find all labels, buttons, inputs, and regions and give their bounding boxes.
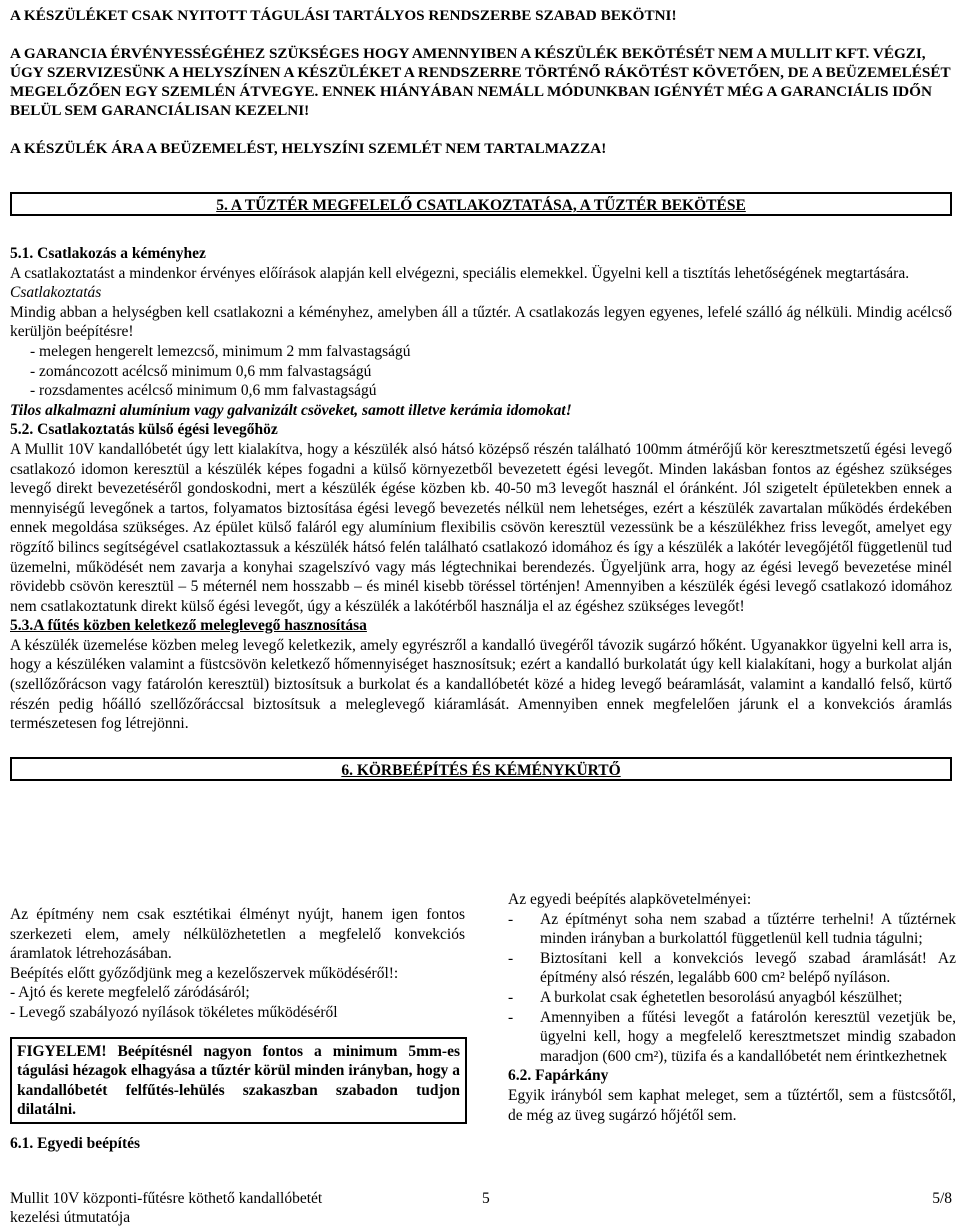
footer-page-number: 5: [482, 1190, 490, 1207]
csatlakoztatas-subheading: Csatlakoztatás: [10, 284, 102, 302]
requirement-item: - A burkolat csak éghetetlen besorolású anyagból készülhet;: [508, 988, 903, 1006]
footer-page-count: 5/8: [932, 1190, 952, 1207]
section-5-heading: [10, 192, 952, 216]
check-list-item: - Levegő szabályozó nyílások tökéletes működéséről: [10, 1003, 338, 1021]
subsection-5-1-title: 5.1. Csatlakozás a kéményhez: [10, 245, 206, 262]
footer-document-name: Mullit 10V központi-fűtésre köthető kandallóbetét: [10, 1190, 323, 1207]
pipe-list-item: - rozsdamentes acélcső minimum 0,6 mm falvastagságú: [30, 382, 377, 400]
warning-price: A KÉSZÜLÉK ÁRA A BEÜZEMELÉST, HELYSZÍNI SZEMLÉT NEM TARTALMAZZA!: [10, 140, 607, 157]
section-6-heading: [10, 757, 952, 781]
subsection-6-1-title: 6.1. Egyedi beépítés: [10, 1134, 141, 1152]
section-6-right-column: [508, 890, 956, 1125]
subsection-5-2-paragraph: A Mullit 10V kandallóbetét úgy lett kialakítva, hogy a készülék alsó hátsó középső részén található 100mm átmérőjű kör keresztmetszetű égési levegő csatlakozó idomon keresztül a készülék képes fogadni a külső környezetből bevezetett égési levegőt. Minden lakásban fontos az égéshez szükséges levegő direkt bevezetéséről gondoskodni, mert a készülék égése közben kb. 40-50 m3 levegőt használ el óránként. Jól szigetelt épületekben ennek a mennyiségű levegőnek a tartos, folyamatos biztosítása égési levegő bevezetés nélkül nem lehetséges, ezért a készülék zavartalan működés érdekében ennek megoldása szükséges. Az épület külső faláról egy alumínium flexibilis csövön keresztül vezessünk be a készülékhez friss levegőt, amelyet egy rögzítő bilincs segítségével csatlakoztassuk a készülék hátsó felén található csatlakozó idomához és így a készülék a lakótér levegőjétől függetlenül tud üzemelni, működését nem zavarja a konyhai szagelszívó vagy más légtechnikai berendezés. Ügyeljünk arra, hogy az égési levegő bevezetése minél rövidebb csövön keresztül – 5 méternél nem hosszabb – és minél kisebb töréssel történjen! Amennyiben a készülék égési levegő csatlakozó idomához nem csatlakoztatunk direkt külső égési levegőt, úgy a készülék a lakótérből használja el az égéshez szükséges levegőt!: [10, 440, 952, 615]
section-5-title: 5. A TŰZTÉR MEGFELELŐ CSATLAKOZTATÁSA, A TŰZTÉR BEKÖTÉSE: [216, 197, 746, 214]
construction-intro: Az építmény nem csak esztétikai élményt nyújt, hanem igen fontos szerkezeti elem, amely nélkülözhetetlen a megfelelő konvekciós áramlatok létrehozásában.: [10, 906, 465, 963]
requirements-intro: Az egyedi beépítés alapkövetelményei:: [508, 891, 752, 908]
subsection-6-2-title: 6.2. Fapárkány: [508, 1067, 609, 1085]
subsection-5-2-title: 5.2. Csatlakoztatás külső égési levegőhöz: [10, 421, 278, 439]
requirement-item: - Biztosítani kell a konvekciós levegő szabad áramlását! Az építmény alsó részén, legalább 600 cm² belépő nyíláson.: [508, 949, 956, 987]
check-list-item: - Ajtó és kerete megfelelő záródásáról;: [10, 984, 250, 1002]
prohibition-note: Tilos alkalmazni alumínium vagy galvanizált csöveket, samott illetve kerámia idomokat!: [10, 401, 572, 419]
section-6-left-column: [10, 905, 465, 1154]
subsection-6-2-paragraph: Egyik irányból sem kaphat meleget, sem a tűztértől, sem a füstcsőtől, de még az üveg sugárzó hőjétől sem.: [508, 1086, 956, 1124]
section-6-title: 6. KÖRBEÉPÍTÉS ÉS KÉMÉNYKÜRTŐ: [341, 761, 621, 779]
warning-open-system: A KÉSZÜLÉKET CSAK NYITOTT TÁGULÁSI TARTÁLYOS RENDSZERBE SZABAD BEKÖTNI!: [10, 7, 677, 24]
figyelem-text: FIGYELEM! Beépítésnél nagyon fontos a minimum 5mm-es tágulási hézagok elhagyása a tűztér körül minden irányban, hogy a kandallóbetét felfűtés-lehülés szakaszban szabadon tudjon dilatálni.: [17, 1042, 460, 1119]
document-page: [10, 0, 956, 1226]
requirement-item: - Az építményt soha nem szabad a tűztérre terhelni! A tűztérnek minden irányban a burkolattól függetlenül kell tudnia tágulni;: [508, 910, 956, 948]
footer-left: [10, 1189, 322, 1227]
pipe-list-item: - zománcozott acélcső minimum 0,6 mm falvastagságú: [30, 362, 372, 380]
figyelem-warning-box: [10, 1037, 467, 1124]
pipe-list-item: - melegen hengerelt lemezcső, minimum 2 mm falvastagságú: [30, 342, 411, 360]
pre-install-check: Beépítés előtt győződjünk meg a kezelőszervek működéséről!:: [10, 964, 399, 982]
subsection-5-3-title: 5.3.A fűtés közben keletkező meleglevegő hasznosítása: [10, 617, 367, 635]
requirement-item: - Amennyiben a fűtési levegőt a fatárolón keresztül vezetjük be, ügyelni kell, hogy a megfelelő keresztmetszet mindig szabadon maradjon (600 cm²), tüzifa és a kandallóbetét nem érintkezhetnek: [508, 1008, 956, 1065]
csatlakoztatas-paragraph: Mindig abban a helységben kell csatlakozni a kéményhez, amelyben áll a tűztér. A csatlakozás legyen egyenes, lefelé szálló ág nélküli. Mindig acélcső kerüljön beépítésre!: [10, 303, 952, 341]
subsection-5-1-paragraph: A csatlakoztatást a mindenkor érvényes előírások alapján kell elvégezni, speciális elemekkel. Ügyelni kell a tisztítás lehetőségének megtartására.: [10, 264, 910, 282]
warning-guarantee: A GARANCIA ÉRVÉNYESSÉGÉHEZ SZÜKSÉGES HOGY AMENNYIBEN A KÉSZÜLÉK BEKÖTÉSÉT NEM A MULLIT KFT. VÉGZI, ÚGY SZERVIZESÜNK A HELYSZÍNEN A KÉSZÜLÉKET A RENDSZERRE TÖRTÉNŐ RÁKÖTÉST KÖVETŐEN, DE A BEÜZEMELÉSÉT MEGELŐZŐEN EGY SZEMLÉN ÁTVEGYE. ENNEK HIÁNYÁBAN NEMÁLL MÓDUNKBAN IGÉNYÉT MÉG A GARANCIÁLIS IDŐN BELÜL SEM GARANCIÁLISAN KEZELNI!: [10, 45, 951, 119]
subsection-5-3-paragraph: A készülék üzemelése közben meleg levegő keletkezik, amely egyrészről a kandalló üvegéről távozik sugárzó hőként. Ugyanakkor ügyelni kell arra is, hogy a készüléken valamint a füstcsövön keletkező hőmennyiséget hasznosítsuk; ezért a kandalló burkolatát úgy kell kialakítani, hogy a burkolat alján (szellőzőrácson vagy fatárolón keresztül) biztosítsuk a burkolat és a kandallóbetét közé a hideg levegő beáramlását, valamint a kandalló felső, kürtő részén pedig hőálló szellőzőráccsal biztosítsuk a meleglevegő kiáramlását. Amennyiben ennek megfelelően járunk el a konvekciós áramlás természetesen fog létrejönni.: [10, 636, 952, 733]
footer-document-subtitle: kezelési útmutatója: [10, 1209, 131, 1226]
